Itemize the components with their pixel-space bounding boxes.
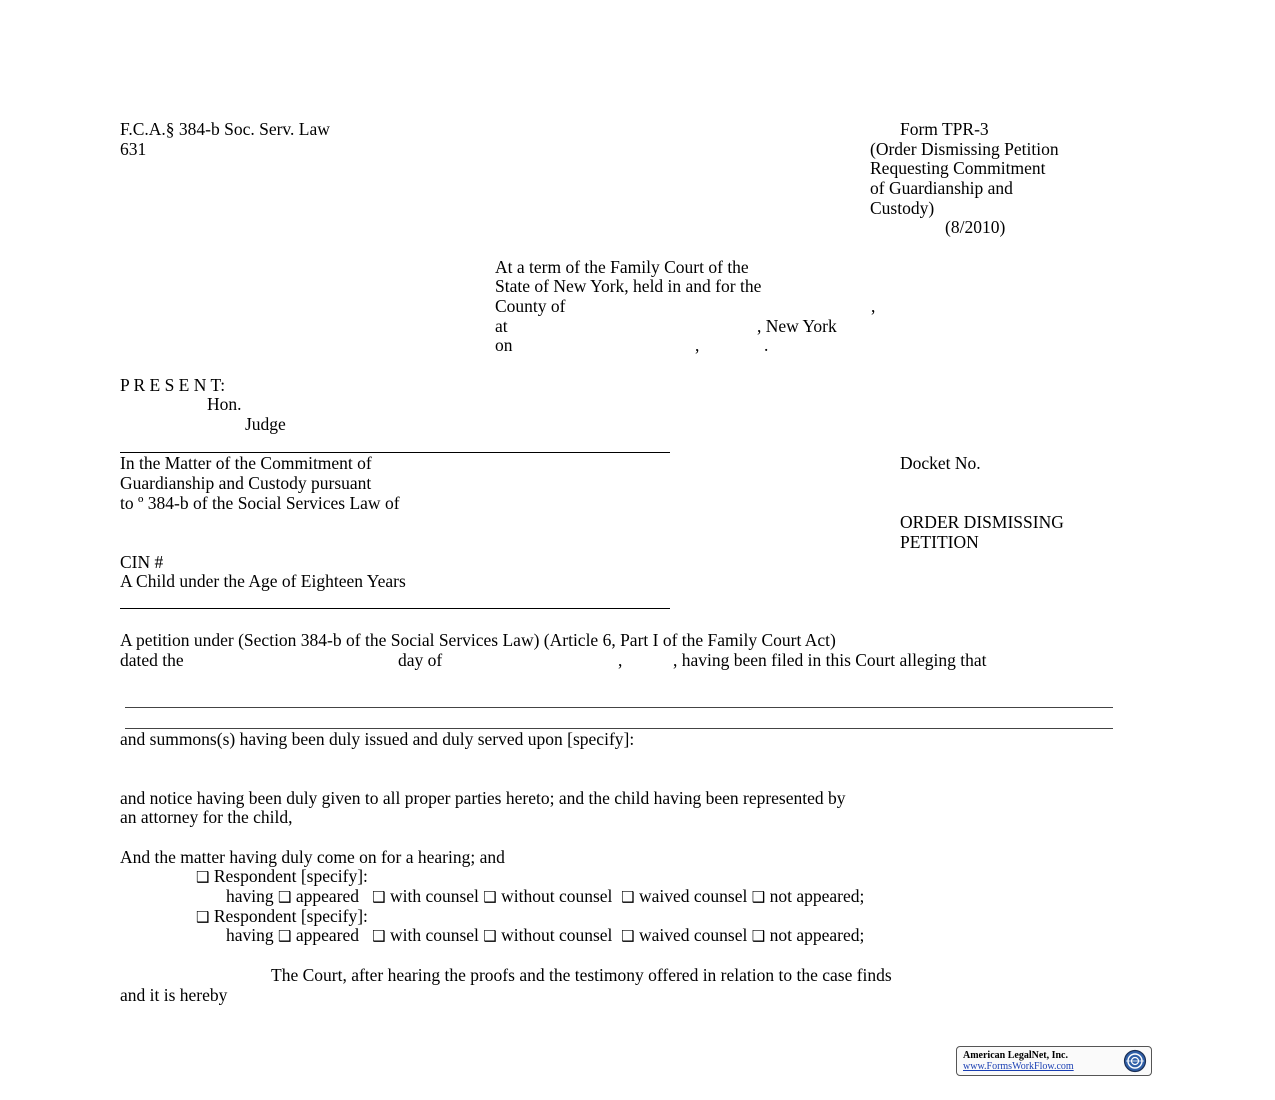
appeared-label: appeared bbox=[295, 925, 359, 945]
appeared-checkbox[interactable]: ❑ bbox=[278, 927, 292, 945]
court-finds-text: The Court, after hearing the proofs and the testimony offered in relation to the case finds bbox=[271, 965, 892, 985]
not-appeared-checkbox[interactable]: ❑ bbox=[751, 888, 766, 906]
appearance-row bbox=[226, 887, 864, 908]
cin-label: CIN # bbox=[120, 552, 164, 572]
logo-company-name: American LegalNet, Inc. bbox=[963, 1050, 1068, 1061]
child-descriptor: A Child under the Age of Eighteen Years bbox=[120, 571, 406, 591]
caption-bottom-rule bbox=[120, 608, 670, 609]
alleging-text: , having been filed in this Court alleging that bbox=[673, 650, 987, 670]
court-term-line: At a term of the Family Court of the bbox=[495, 257, 749, 277]
court-finds-text-continued: and it is hereby bbox=[120, 985, 228, 1005]
respondent-label: Respondent [specify]: bbox=[213, 906, 368, 926]
county-label: County of bbox=[495, 296, 566, 316]
waived-counsel-label: waived counsel bbox=[639, 886, 748, 906]
respondent-checkbox[interactable]: ❑ bbox=[196, 868, 210, 886]
form-title-line: Custody) bbox=[870, 198, 935, 218]
not-appeared-label: not appeared; bbox=[769, 925, 865, 945]
caption-line: Guardianship and Custody pursuant bbox=[120, 473, 372, 493]
on-period: . bbox=[764, 335, 769, 355]
on-label: on bbox=[495, 335, 513, 355]
order-title: ORDER DISMISSING bbox=[900, 512, 1064, 532]
form-revision-date: (8/2010) bbox=[945, 217, 1006, 237]
docket-label: Docket No. bbox=[900, 453, 981, 473]
form-title-line: of Guardianship and bbox=[870, 178, 1013, 198]
having-label: having bbox=[226, 886, 274, 906]
with-counsel-label: with counsel bbox=[389, 886, 479, 906]
without-counsel-checkbox[interactable]: ❑ bbox=[483, 927, 497, 945]
not-appeared-label: not appeared; bbox=[769, 886, 865, 906]
summons-text: and summons(s) having been duly issued and duly served upon [specify]: bbox=[120, 729, 635, 749]
with-counsel-checkbox[interactable]: ❑ bbox=[372, 927, 386, 945]
waived-counsel-checkbox[interactable]: ❑ bbox=[621, 927, 635, 945]
dated-comma: , bbox=[618, 650, 623, 670]
notice-text-continued: an attorney for the child, bbox=[120, 807, 293, 827]
forms-workflow-logo[interactable] bbox=[956, 1046, 1152, 1076]
waived-counsel-label: waived counsel bbox=[639, 925, 748, 945]
respondent-row bbox=[196, 867, 368, 888]
appearance-row bbox=[226, 926, 864, 947]
appeared-label: appeared bbox=[295, 886, 359, 906]
respondent-checkbox[interactable]: ❑ bbox=[196, 908, 210, 926]
having-label: having bbox=[226, 925, 274, 945]
globe-icon bbox=[1123, 1049, 1147, 1073]
at-label: at bbox=[495, 316, 508, 336]
caption-line: to º 384-b of the Social Services Law of bbox=[120, 493, 400, 513]
court-term-line: State of New York, held in and for the bbox=[495, 276, 762, 296]
present-label: P R E S E N T: bbox=[120, 375, 226, 395]
caption-line: In the Matter of the Commitment of bbox=[120, 453, 372, 473]
judge-label: Judge bbox=[245, 414, 286, 434]
dated-the-label: dated the bbox=[120, 650, 184, 670]
at-new-york: , New York bbox=[757, 316, 837, 336]
hearing-text: And the matter having duly come on for a hearing; and bbox=[120, 847, 505, 867]
without-counsel-label: without counsel bbox=[501, 886, 613, 906]
with-counsel-checkbox[interactable]: ❑ bbox=[372, 888, 386, 906]
without-counsel-label: without counsel bbox=[501, 925, 613, 945]
form-title-line: (Order Dismissing Petition bbox=[870, 139, 1059, 159]
not-appeared-checkbox[interactable]: ❑ bbox=[751, 927, 766, 945]
hon-label: Hon. bbox=[207, 394, 242, 414]
statute-reference: F.C.A.§ 384-b Soc. Serv. Law bbox=[120, 119, 330, 139]
on-comma: , bbox=[695, 335, 700, 355]
petition-text: A petition under (Section 384-b of the Social Services Law) (Article 6, Part I of the Family Court Act) bbox=[120, 630, 836, 650]
county-comma: , bbox=[871, 296, 876, 316]
notice-text: and notice having been duly given to all proper parties hereto; and the child having been represented by bbox=[120, 788, 846, 808]
order-title-continued: PETITION bbox=[900, 532, 979, 552]
waived-counsel-checkbox[interactable]: ❑ bbox=[621, 888, 635, 906]
respondent-label: Respondent [specify]: bbox=[213, 866, 368, 886]
logo-url-link[interactable]: www.FormsWorkFlow.com bbox=[963, 1061, 1074, 1072]
form-title-line: Requesting Commitment bbox=[870, 158, 1046, 178]
form-number: Form TPR-3 bbox=[900, 119, 989, 139]
allegation-blank-line bbox=[125, 707, 1113, 708]
day-of-label: day of bbox=[398, 650, 443, 670]
without-counsel-checkbox[interactable]: ❑ bbox=[483, 888, 497, 906]
statute-reference-continued: 631 bbox=[120, 139, 147, 159]
appeared-checkbox[interactable]: ❑ bbox=[278, 888, 292, 906]
with-counsel-label: with counsel bbox=[389, 925, 479, 945]
